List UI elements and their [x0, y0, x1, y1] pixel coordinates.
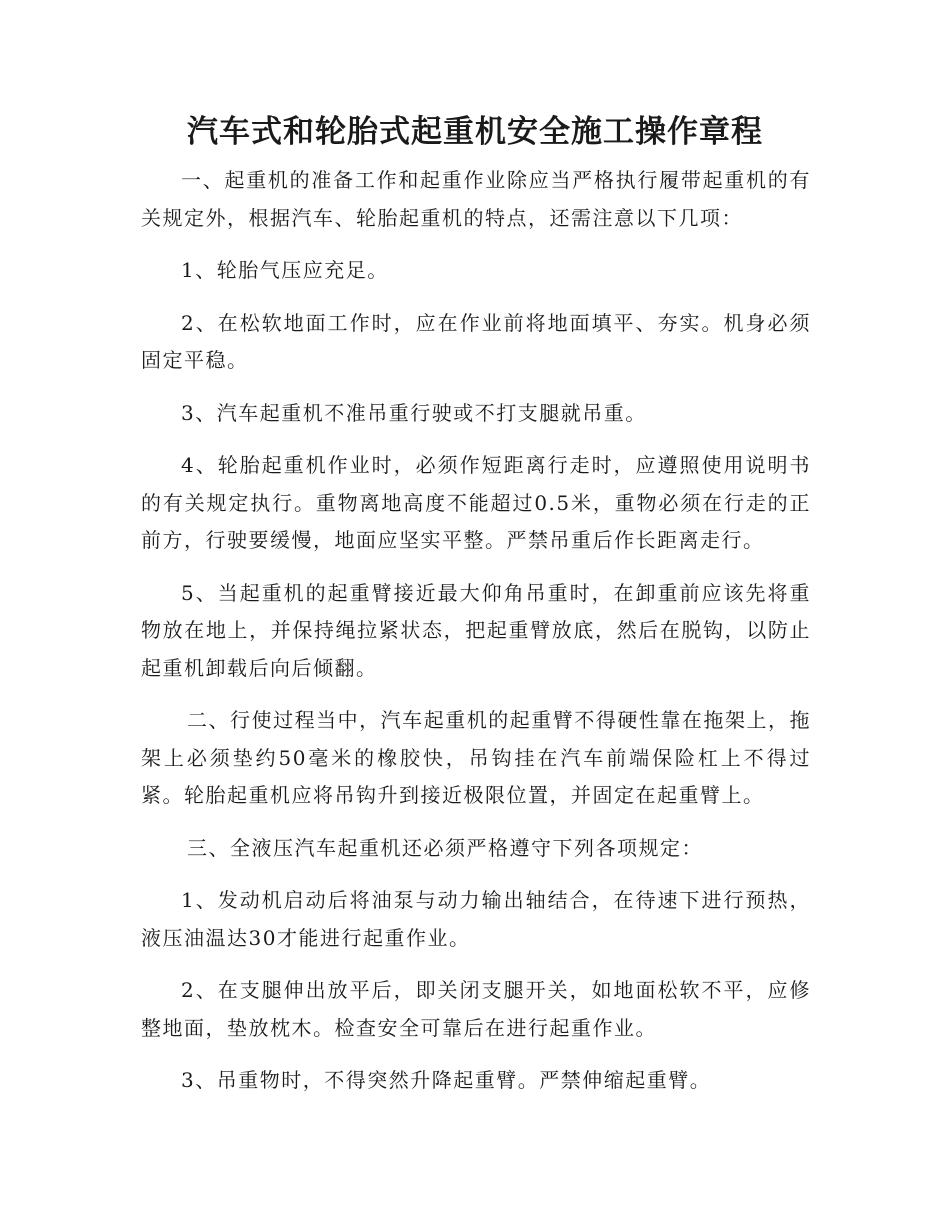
paragraph-item-1-2: 2、在松软地面工作时，应在作业前将地面填平、夯实。机身必须固定平稳。 — [141, 310, 811, 372]
paragraph-item-1-4: 4、轮胎起重机作业时，必须作短距离行走时，应遵照使用说明书的有关规定执行。重物离地高度不能超过0.5米，重物必须在行走的正前方，行驶要缓慢，地面应坚实平整。严禁吊重后作长距离走行。 — [141, 453, 811, 552]
paragraph-section-2: 二、行使过程当中，汽车起重机的起重臂不得硬性靠在拖架上，拖架上必须垫约50毫米的橡胶快，吊钩挂在汽车前端保险杠上不得过紧。轮胎起重机应将吊钩升到接近极限位置，并固定在起重臂上。 — [141, 708, 811, 807]
paragraph-item-3-3: 3、吊重物时，不得突然升降起重臂。严禁伸缩起重臂。 — [181, 1068, 712, 1092]
paragraph-item-1-5: 5、当起重机的起重臂接近最大仰角吊重时，在卸重前应该先将重物放在地上，并保持绳拉紧状态，把起重臂放底，然后在脱钩，以防止起重机卸载后向后倾翻。 — [141, 580, 811, 680]
paragraph-section-1: 一、起重机的准备工作和起重作业除应当严格执行履带起重机的有关规定外，根据汽车、轮胎起重机的特点，还需注意以下几项： — [141, 168, 811, 230]
paragraph-item-3-2: 2、在支腿伸出放平后，即关闭支腿开关，如地面松软不平，应修整地面，垫放枕木。检查安全可靠后在进行起重作业。 — [141, 978, 811, 1040]
document-title: 汽车式和轮胎式起重机安全施工操作章程 — [187, 114, 763, 150]
paragraph-item-3-1: 1、发动机启动后将油泵与动力输出轴结合，在待速下进行预热，液压油温达30才能进行起重作业。 — [141, 888, 811, 950]
paragraph-section-3: 三、全液压汽车起重机还必须严格遵守下列各项规定： — [187, 835, 703, 860]
paragraph-item-1-3: 3、汽车起重机不准吊重行驶或不打支腿就吊重。 — [181, 400, 647, 425]
paragraph-item-1-1: 1、轮胎气压应充足。 — [181, 258, 389, 282]
document-body — [141, 162, 811, 1115]
